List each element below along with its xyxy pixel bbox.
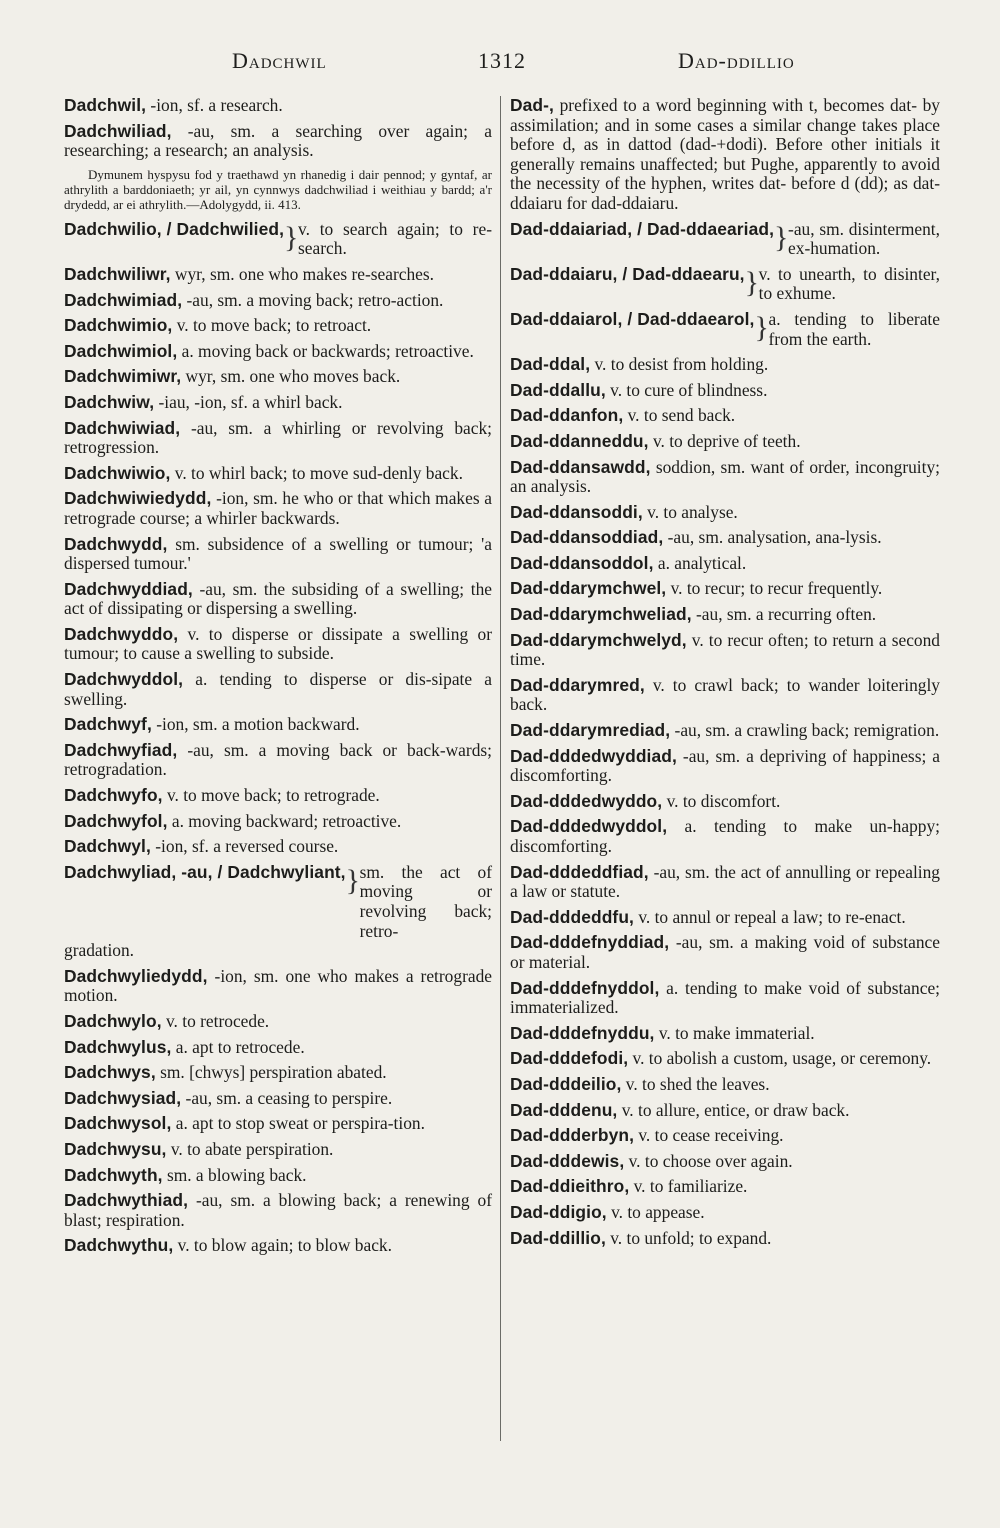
dictionary-entry [64,393,492,413]
headword: Dad-dddefodi, [510,1048,629,1069]
headword-pair: Dadchwilio, / Dadchwilied, [64,218,285,239]
headword: Dadchwysu, [64,1138,167,1159]
dictionary-entry-group [510,310,940,349]
definition: v. to make immaterial. [654,1022,815,1043]
definition: a. apt to stop sweat or perspira-tion. [171,1113,425,1134]
definition: -au, sm. a moving back or back-wards; retrogradation. [64,739,492,780]
definition: v. to search again; to re-search. [298,218,492,259]
headword: Dad-ddarymchweliad, [510,604,692,625]
definition: v. to deprive of teeth. [648,430,801,451]
headword: Dad-ddanfon, [510,405,624,426]
definition: sm. subsidence of a swelling or tumour; 'a dispersed tumour.' [64,533,492,574]
headword: Dad-ddansawdd, [510,456,651,477]
definition: -au, sm. a making void of substance or material. [510,932,940,972]
headword: Dadchwimiad, [64,289,183,310]
definition: -au, sm. disinterment, ex-humation. [788,218,940,259]
definition: v. to recur; to recur frequently. [666,578,883,599]
definition: -au, sm. a depriving of happiness; a discomforting. [510,745,940,786]
definition: -ion, sf. a research. [146,95,283,115]
dictionary-entry [510,721,940,741]
headword: Dad-ddarymchwel, [510,578,667,599]
definition: -ion, sm. one who makes a retrograde motion. [64,965,492,1006]
dictionary-entry [64,1063,492,1083]
dictionary-entry [510,676,940,715]
headword: Dadchwiliwr, [64,263,171,284]
dictionary-entry [510,406,940,426]
definition: -iau, -ion, sf. a whirl back. [154,391,343,412]
dictionary-entry [510,458,940,497]
dictionary-entry [64,419,492,458]
dictionary-entry [64,625,492,664]
definition: v. to appease. [606,1201,705,1222]
headword: Dadchwys, [64,1062,156,1083]
definition: a. tending to disperse or dis-sipate a swelling. [64,669,492,709]
dictionary-entry [64,291,492,311]
headword: Dadchwyl, [64,836,151,857]
headword: Dad-ddarymred, [510,674,645,695]
dictionary-entry [64,786,492,806]
headword: Dad-dddedwyddol, [510,816,668,837]
definition: v. to unfold; to expand. [605,1227,772,1248]
headword: Dad-ddieithro, [510,1176,630,1197]
definition: v. to desist from holding. [590,354,769,375]
dictionary-entry [64,1038,492,1058]
dictionary-entry-group [64,220,492,259]
definition: -au, sm. a moving back; retro-action. [182,289,444,310]
dictionary-entry [64,1236,492,1256]
definition: v. to recur often; to return a second time. [510,629,940,670]
headword: Dadchwylus, [64,1036,172,1057]
dictionary-entry [64,1089,492,1109]
dictionary-entry [510,1203,940,1223]
dictionary-entry [510,933,940,972]
headword: Dad-dddedwyddo, [510,790,663,811]
definition: v. to send back. [623,405,736,426]
column-divider [500,96,501,1441]
headword: Dadchwimio, [64,315,173,336]
headword: Dad-dddefnyddol, [510,977,660,998]
dictionary-entry [510,554,940,574]
headword: Dad-ddigio, [510,1201,607,1222]
running-head-right: Dad-ddillio [678,48,795,73]
headword: Dadchwysol, [64,1113,172,1134]
dictionary-entry [510,979,940,1018]
headword: Dadchwimiwr, [64,366,182,387]
dictionary-entry [510,432,940,452]
citation-quote: Dymunem hyspysu fod y traethawd yn rhanedig i dair pennod; y gyntaf, ar athrylith a barddoniaeth; yr ail, yn cynnwys dadchwiliad i weithiau y bardd; a'r drydedd, ar ei athrylith.—Adolygydd, ii. 413. [64,166,492,212]
headword: Dadchwiwiedydd, [64,488,212,509]
headword: Dadchwiwio, [64,462,171,483]
dictionary-entry [64,812,492,832]
headword: Dad-ddallu, [510,379,606,400]
brace-mark: } [284,220,299,254]
dictionary-entry [64,1191,492,1230]
headword: Dadchwil, [64,95,147,115]
definition: -au, sm. the act of annulling or repealing a law or statute. [510,861,940,902]
dictionary-entry [510,817,940,856]
headword: Dadchwyddiad, [64,578,193,599]
dictionary-entry [64,535,492,574]
definition: v. to discomfort. [662,790,781,811]
entry-continuation: gradation. [64,940,135,961]
headword: Dad-dddeddfu, [510,906,634,927]
dictionary-entry [510,1024,940,1044]
definition: -au, sm. a crawling back; remigration. [670,720,940,741]
headword: Dad-ddal, [510,354,591,375]
dictionary-entry [64,265,492,285]
headword: Dad-dddefnyddiad, [510,932,670,953]
headword: Dadchwiliad, [64,120,172,141]
headword: Dadchwylo, [64,1010,162,1031]
headword: Dadchwiwiad, [64,417,181,438]
headword: Dadchwysiad, [64,1087,182,1108]
dictionary-entry [64,489,492,528]
definition: v. to abate perspiration. [166,1138,334,1159]
headword: Dadchwyddo, [64,623,179,644]
headword: Dadchwyddol, [64,669,184,690]
definition: -au, sm. a searching over again; a researching; a research; an analysis. [64,120,492,161]
brace-mark: } [744,265,760,299]
dictionary-entry [64,741,492,780]
definition: a. tending to liberate from the earth. [768,308,940,349]
definition: v. to move back; to retrograde. [162,785,380,806]
dictionary-entry [510,1126,940,1146]
headword: Dad-ddansoddi, [510,501,643,522]
definition: sm. [chwys] perspiration abated. [155,1062,387,1083]
definition: v. to disperse or dissipate a swelling or tumour; to cause a swelling to subside. [64,623,492,664]
headword: Dadchwyfiad, [64,739,178,760]
dictionary-entry [510,579,940,599]
dictionary-entry [64,837,492,857]
definition: v. to whirl back; to move sud-denly back. [170,462,463,483]
definition: a. tending to make void of substance; immaterialized. [510,977,940,1018]
headword: Dad-ddanneddu, [510,430,649,451]
dictionary-entry [510,908,940,928]
definition: v. to move back; to retroact. [172,315,372,336]
headword: Dad-dddefnyddu, [510,1022,655,1043]
dictionary-entry [510,605,940,625]
dictionary-entry [510,1152,940,1172]
dictionary-entry [64,122,492,161]
headword-pair: Dadchwyliad, -au, / Dadchwyliant, [64,861,346,882]
definition: -au, sm. a recurring often. [691,604,877,625]
definition: a. moving backward; retroactive. [167,810,402,831]
dictionary-entry [510,96,940,214]
definition: sm. a blowing back. [162,1164,307,1185]
dictionary-entry [510,381,940,401]
definition: v. to crawl back; to wander loiteringly back. [510,674,940,715]
dictionary-entry [510,631,940,670]
headword: Dadchwyth, [64,1164,163,1185]
headword-pair: Dad-ddaiarol, / Dad-ddaearol, [510,308,755,329]
dictionary-entry [64,342,492,362]
headword: Dad-dddewis, [510,1150,625,1171]
dictionary-entry [510,1101,940,1121]
dictionary-entry-group [64,863,492,941]
definition: v. to abolish a custom, usage, or ceremony. [628,1048,932,1069]
definition: -au, sm. a ceasing to perspire. [181,1087,393,1108]
dictionary-entry-group [510,265,940,304]
headword: Dadchwyliedydd, [64,965,208,986]
running-head-left: Dadchwil [232,48,327,73]
headword: Dad-ddansoddiad, [510,527,664,548]
definition: v. to cease receiving. [634,1125,784,1146]
right-column [510,96,940,1254]
headword: Dadchwydd, [64,533,168,554]
definition: sm. the act of moving or revolving back; retro- [359,861,492,941]
dictionary-entry [64,715,492,735]
headword: Dad-dddedwyddiad, [510,745,677,766]
dictionary-entry [64,1166,492,1186]
page-number: 1312 [478,48,526,73]
dictionary-entry [510,792,940,812]
dictionary-entry-group [510,220,940,259]
definition: a. apt to retrocede. [171,1036,305,1057]
headword: Dad-dddenu, [510,1099,618,1120]
headword: Dadchwyf, [64,714,152,735]
definition: v. to shed the leaves. [621,1073,770,1094]
definition: a. analytical. [653,552,747,573]
definition: -au, sm. the subsiding of a swelling; the act of dissipating or dispersing a swelling. [64,578,492,619]
headword: Dadchwimiol, [64,340,178,361]
definition: v. to familiarize. [629,1176,748,1197]
headword-pair: Dad-ddaiariad, / Dad-ddaeariad, [510,218,775,239]
definition: v. to annul or repeal a law; to re-enact. [633,906,906,927]
definition: -au, sm. a blowing back; a renewing of blast; respiration. [64,1190,492,1230]
headword: Dadchwyfo, [64,785,163,806]
definition: v. to analyse. [642,501,738,522]
dictionary-entry [510,1177,940,1197]
left-column [64,96,492,1262]
definition: v. to cure of blindness. [605,379,768,400]
headword: Dad-ddillio, [510,1227,606,1248]
headword-pair: Dad-ddaiaru, / Dad-ddaearu, [510,263,745,284]
headword: Dad-ddansoddol, [510,552,654,573]
definition: wyr, sm. one who moves back. [181,366,401,387]
definition: v. to blow again; to blow back. [173,1235,392,1256]
brace-mark: } [345,863,361,897]
dictionary-entry [64,96,492,116]
dictionary-entry [64,316,492,336]
definition: v. to unearth, to disinter, to exhume. [758,263,940,304]
definition: -ion, sm. a motion backward. [151,714,360,735]
dictionary-entry [64,670,492,709]
definition: -ion, sf. a reversed course. [150,836,339,857]
dictionary-entry [64,1012,492,1032]
brace-mark: } [774,220,789,254]
dictionary-entry [510,503,940,523]
dictionary-entry [64,580,492,619]
headword: Dad-, [510,95,554,115]
brace-mark: } [754,310,769,344]
dictionary-entry [510,1075,940,1095]
definition: wyr, sm. one who makes re-searches. [170,263,435,284]
dictionary-entry [510,1049,940,1069]
headword: Dadchwythiad, [64,1190,189,1211]
definition: -au, sm. a whirling or revolving back; retrogression. [64,417,492,458]
page-header [0,48,1000,84]
dictionary-entry [64,967,492,1006]
dictionary-entry [510,863,940,902]
dictionary-entry [510,355,940,375]
headword: Dad-ddarymchwelyd, [510,629,687,650]
dictionary-entry [510,1229,940,1249]
definition: v. to allure, entice, or draw back. [617,1099,850,1120]
dictionary-entry [510,747,940,786]
headword: Dadchwiw, [64,391,155,412]
definition: -au, sm. analysation, ana-lysis. [663,527,882,548]
headword: Dad-ddarymrediad, [510,720,671,741]
headword: Dadchwyfol, [64,810,168,831]
headword: Dad-ddderbyn, [510,1125,635,1146]
definition: soddion, sm. want of order, incongruity; an analysis. [510,456,940,497]
dictionary-entry [510,528,940,548]
dictionary-entry [64,464,492,484]
headword: Dad-dddeddfiad, [510,861,649,882]
definition: a. moving back or backwards; retroactive. [177,340,474,361]
dictionary-entry [64,367,492,387]
dictionary-entry [64,1140,492,1160]
headword: Dadchwythu, [64,1235,174,1256]
definition: -ion, sm. he who or that which makes a retrograde course; a whirler backwards. [64,488,492,528]
definition: a. tending to make un-happy; discomforting. [510,816,940,856]
definition: v. to choose over again. [624,1150,793,1171]
definition: v. to retrocede. [161,1010,270,1031]
definition: prefixed to a word beginning with t, becomes dat- by assimilation; and in some cases a similar change takes place before d, as in dattod (dad-+dodi). Before other initials it generally remains unaffected; but Pughe, apparently to avoid the necessity of the hyphen, writes dat- before d (dd); as dat-ddaiaru for dad-ddaiaru. [510,95,940,213]
headword: Dad-dddeilio, [510,1073,622,1094]
dictionary-entry [64,1114,492,1134]
